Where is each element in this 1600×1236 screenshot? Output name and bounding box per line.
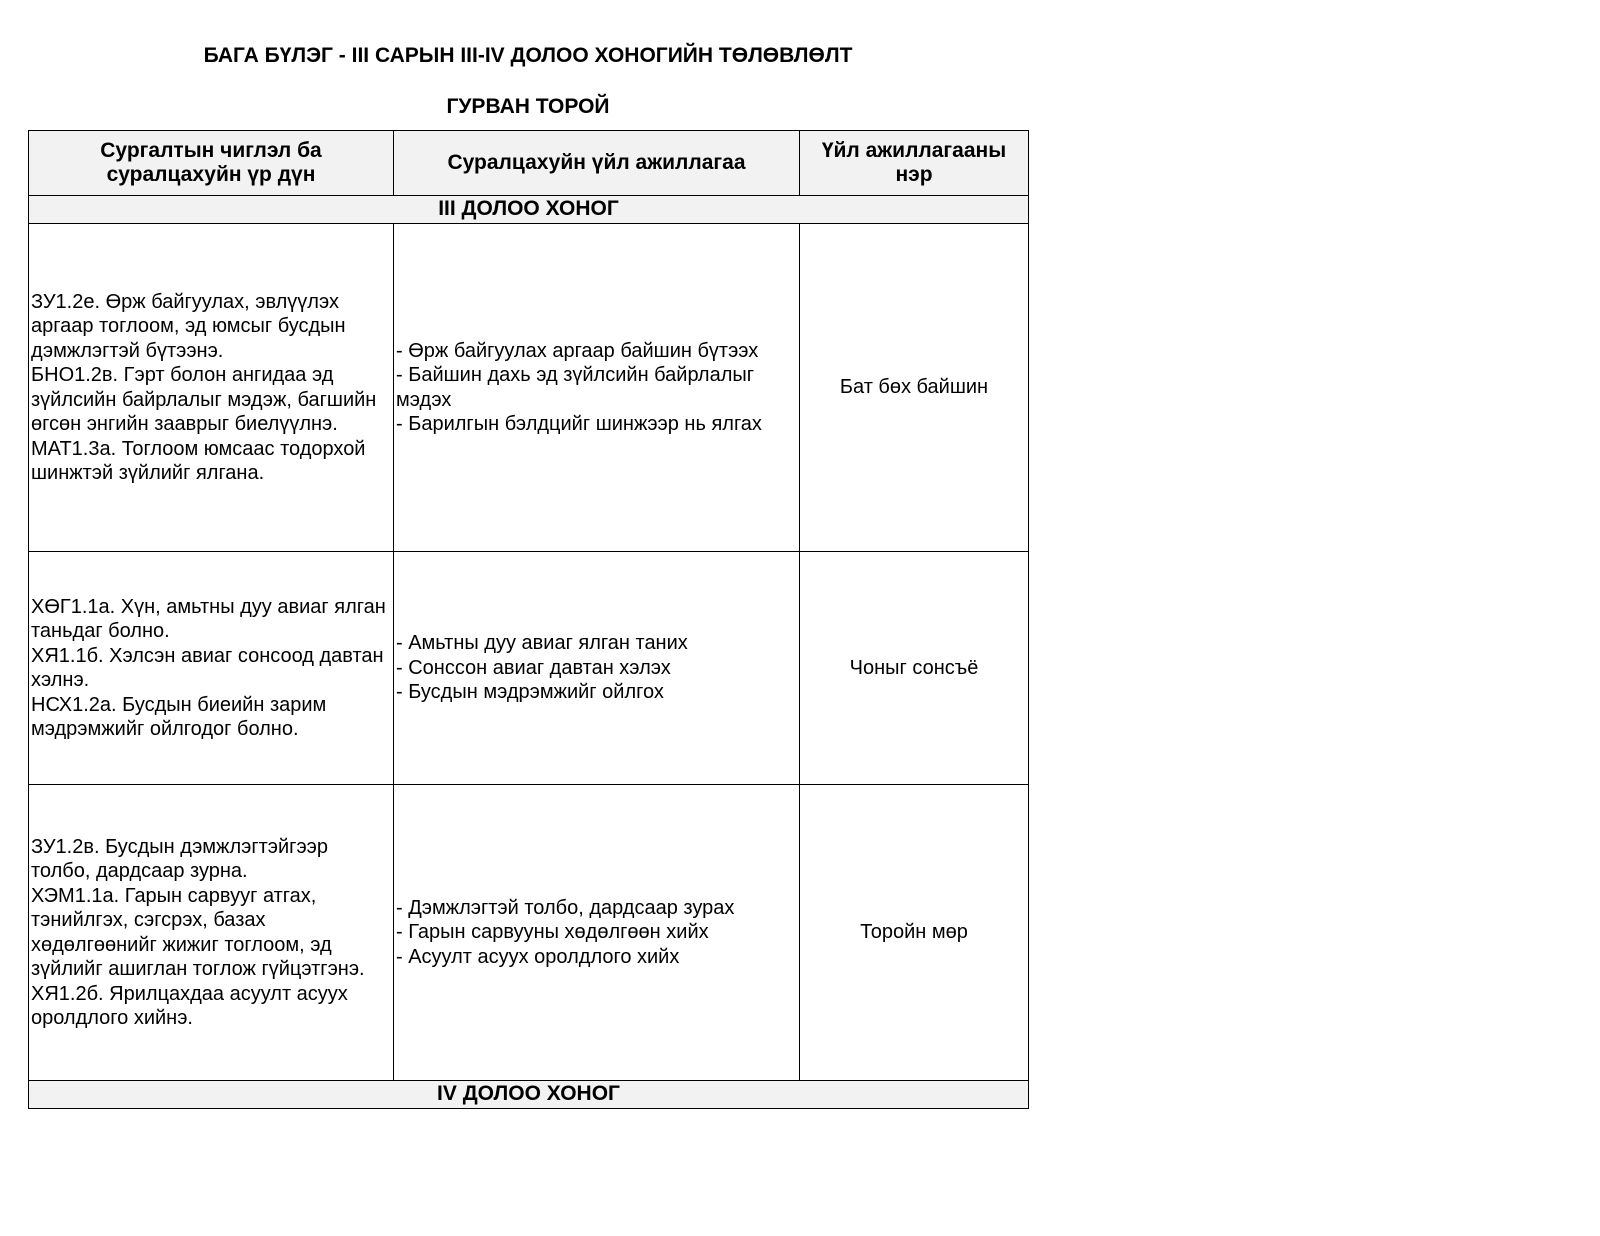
- outcome-cell: ЗУ1.2е. Өрж байгуулах, эвлүүлэх аргаар тоглоом, эд юмсыг бусдын дэмжлэгтэй бүтээнэ. БНО1.2в. Гэрт болон ангидаа эд зүйлсийн байрлалыг мэдэж, багшийн өгсөн энгийн зааврыг биелүүлнэ. МАТ1.3а. Тоглоом юмсаас тодорхой шинжтэй зүйлийг ялгана.: [29, 224, 394, 552]
- week-3-label: III ДОЛОО ХОНОГ: [29, 196, 1029, 224]
- table-row: [29, 552, 1029, 785]
- document-subtitle: ГУРВАН ТОРОЙ: [446, 95, 610, 118]
- header-outcomes: Сургалтын чиглэл ба суралцахуйн үр дүн: [29, 131, 394, 196]
- table-row: [29, 785, 1029, 1081]
- activities-cell: - Өрж байгуулах аргаар байшин бүтээх - Байшин дахь эд зүйлсийн байрлалыг мэдэх - Барилгын бэлдцийг шинжээр нь ялгах: [394, 224, 800, 552]
- header-activities: Суралцахуйн үйл ажиллагаа: [394, 131, 800, 196]
- header-row: [29, 131, 1029, 196]
- week-row: [29, 196, 1029, 224]
- table-row: [29, 224, 1029, 552]
- outcome-cell: ХӨГ1.1а. Хүн, амьтны дуу авиаг ялган таньдаг болно. ХЯ1.1б. Хэлсэн авиаг сонсоод давтан хэлнэ. НСХ1.2а. Бусдын биеийн зарим мэдрэмжийг ойлгодог болно.: [29, 552, 394, 785]
- plan-table: [28, 130, 1029, 1109]
- activities-cell: - Дэмжлэгтэй толбо, дардсаар зурах - Гарын сарвууны хөдөлгөөн хийх - Асуулт асуух оролдлого хийх: [394, 785, 800, 1081]
- activities-cell: - Амьтны дуу авиаг ялган таних - Сонссон авиаг давтан хэлэх - Бусдын мэдрэмжийг ойлгох: [394, 552, 800, 785]
- document-title: БАГА БҮЛЭГ - III САРЫН III-IV ДОЛОО ХОНОГИЙН ТӨЛӨВЛӨЛТ: [203, 44, 853, 67]
- header-activity-name: Үйл ажиллагааны нэр: [800, 131, 1029, 196]
- activity-name-cell: Бат бөх байшин: [800, 224, 1029, 552]
- outcome-cell: ЗУ1.2в. Бусдын дэмжлэгтэйгээр толбо, дардсаар зурна. ХЭМ1.1а. Гарын сарвууг атгах, тэнийлгэх, сэгсрэх, базах хөдөлгөөнийг жижиг тоглоом, эд зүйлийг ашиглан тоглож гүйцэтгэнэ. ХЯ1.2б. Ярилцахдаа асуулт асуух оролдлого хийнэ.: [29, 785, 394, 1081]
- week-row: [29, 1081, 1029, 1109]
- activity-name-cell: Чоныг сонсъё: [800, 552, 1029, 785]
- activity-name-cell: Торойн мөр: [800, 785, 1029, 1081]
- week-4-label: IV ДОЛОО ХОНОГ: [29, 1081, 1029, 1109]
